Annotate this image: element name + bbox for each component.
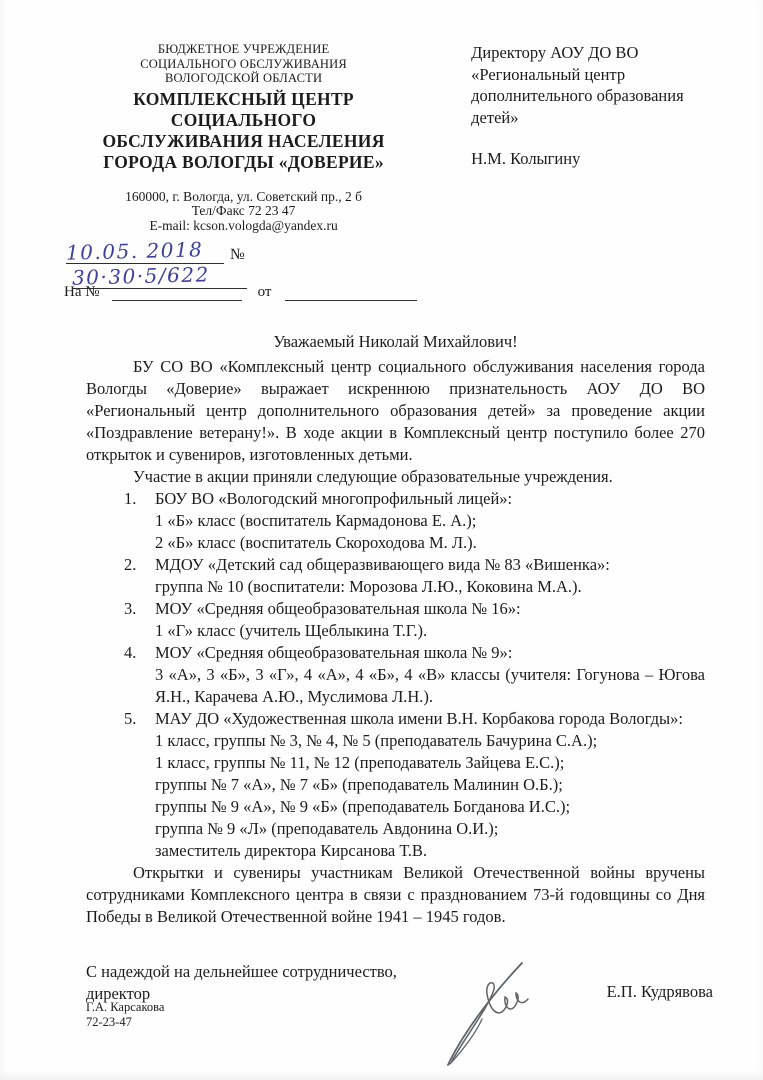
body-text [86,356,705,928]
list-item-number: 4. [124,643,137,662]
org-title-line: ОБСЛУЖИВАНИЯ НАСЕЛЕНИЯ [102,130,385,151]
signer-name: Е.П. Кудрявова [606,982,713,1001]
addressee-name: Н.М. Колыгину [471,149,581,168]
list-item [86,598,705,642]
header-row [0,0,763,306]
list-item-number: 5. [124,709,137,728]
org-address: 160000, г. Вологда, ул. Советский пр., 2 б [125,188,362,204]
list-item-number: 2. [124,555,137,574]
list-item-title: БОУ ВО «Вологодский многопрофильный лицей»: [155,489,513,508]
handwritten-number: 30·30·5/622 [71,262,211,290]
list-item-detail: 2 «Б» класс (воспитатель Скороходова М. Л.). [155,533,477,552]
signature-ink [438,957,538,1069]
list-item-detail: 1 класс, группы № 3, № 4, № 5 (преподаватель Бачурина С.А.); [155,731,598,750]
list-item-detail: заместитель директора Кирсанова Т.В. [155,841,428,860]
org-name-line: СОЦИАЛЬНОГО ОБСЛУЖИВАНИЯ [140,56,347,71]
list-item-number: 1. [124,489,137,508]
list-item [86,642,705,708]
paragraph-1: БУ СО ВО «Комплексный центр социального обслуживания населения города Вологды «Доверие» выражает искреннюю признательность АОУ ДО ВО «Региональный центр дополнительного образования детей» за проведение акции «Поздравление ветерану!». В ходе акции в Комплексный центр поступило более 270 открыток и сувениров, изготовленных детьми. [86,357,705,464]
from-label: от [257,284,272,300]
addressee-line: «Региональный центр [471,64,626,84]
paragraph-3: Открытки и сувениры участникам Великой Отечественной войны вручены сотрудниками Комплексного центра в связи с празднованием 73-й годовщины со Дня Победы в Великой Отечественной войне 1941 – 1945 годов. [86,863,705,926]
list-item-detail: группа № 9 «Л» (преподаватель Авдонина О.И.); [155,819,499,838]
list-item-detail: группы № 7 «А», № 7 «Б» (преподаватель Малинин О.Б.); [155,775,563,794]
letter-body [0,332,763,928]
list-item [86,554,705,598]
outgoing-number-field [72,264,247,289]
addressee-block [471,42,727,306]
letterhead [64,42,423,306]
closing-position: директор [86,984,151,1003]
closing-line: С надеждой на дельнейшее сотрудничество, [86,962,397,981]
list-item-title: МДОУ «Детский сад общеразвивающего вида № 83 «Вишенка»: [155,555,610,574]
list-item-detail: группы № 9 «А», № 9 «Б» (преподаватель Богданова И.С.); [155,797,571,816]
list-item-content [155,554,705,598]
list-item-detail: 3 «А», 3 «Б», 3 «Г», 4 «А», 4 «Б», 4 «В» классы (учителя: Гогунова – Югова Я.Н., Карачева А.Ю., Муслимова Л.Н.). [155,665,705,706]
reference-block [64,239,423,306]
list-item [86,488,705,554]
list-item-detail: 1 «Б» класс (воспитатель Кармадонова Е. А.); [155,511,477,530]
list-item-detail: 1 класс, группы № 11, № 12 (преподаватель Зайцева Е.С.); [155,753,565,772]
handwritten-date: 10.05. 2018 [65,237,204,265]
list-item-number: 3. [124,599,137,618]
list-item-content [155,642,705,708]
closing-block [0,961,763,1005]
reply-label: На № [64,284,100,300]
org-email: E-mail: kcson.vologda@yandex.ru [149,217,338,233]
list-item-detail: 1 «Г» класс (учитель Щеблыкина Т.Г.). [155,621,428,640]
reply-date-field [285,282,417,301]
executor-block [86,1000,164,1030]
org-name-line: ВОЛОГОДСКОЙ ОБЛАСТИ [164,71,323,85]
list-item-title: МОУ «Средняя общеобразовательная школа № 9»: [155,643,513,662]
number-sign: № [230,246,245,263]
addressee-line: дополнительного образования [471,86,684,105]
org-title-line: КОМПЛЕКСНЫЙ ЦЕНТР [133,88,354,109]
institutions-list [86,488,705,862]
reference-number-row [64,237,423,290]
org-title-line: СОЦИАЛЬНОГО [170,109,317,130]
executor-name: Г.А. Карсакова [86,1000,165,1014]
org-title-line: ГОРОДА ВОЛОГДЫ «ДОВЕРИЕ» [103,151,384,172]
org-phone: Тел/Факс 72 23 47 [191,203,296,218]
addressee-line: Директору АОУ ДО ВО [471,43,639,62]
date-field [66,239,224,264]
list-item [86,708,705,862]
list-item-content [155,708,705,862]
org-title [64,89,423,173]
list-item-title: МАУ ДО «Художественная школа имени В.Н. Корбакова города Вологды»: [155,709,683,728]
salutation: Уважаемый Николай Михайлович! [273,332,518,351]
list-item-content [155,598,705,642]
org-contacts [64,190,423,234]
paragraph-2: Участие в акции приняли следующие образовательные учреждения. [133,467,613,486]
list-item-title: МОУ «Средняя общеобразовательная школа № 16»: [155,599,521,618]
list-item-detail: группа № 10 (воспитатели: Морозова Л.Ю., Коковина М.А.). [155,577,582,596]
addressee-line: детей» [471,107,519,127]
org-name-line: БЮДЖЕТНОЕ УЧРЕЖДЕНИЕ [157,42,330,56]
list-item-content [155,488,705,554]
executor-phone: 72-23-47 [86,1015,132,1029]
